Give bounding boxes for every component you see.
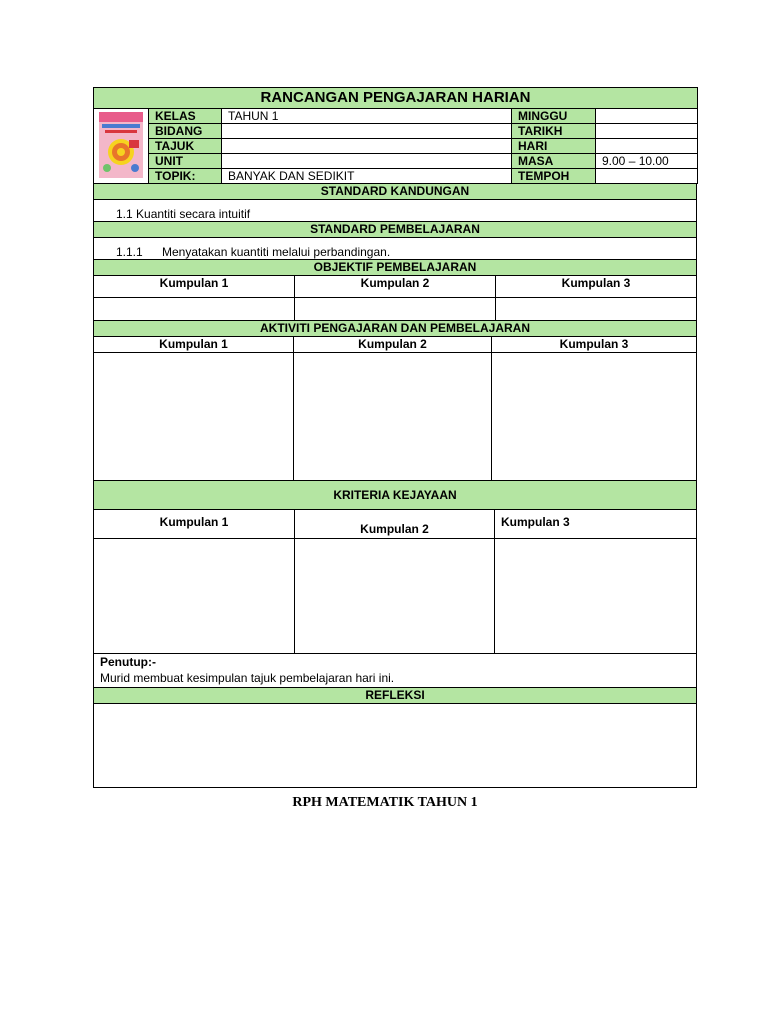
kriteria-group-2: Kumpulan 2 bbox=[295, 510, 495, 539]
kriteria-header: KRITERIA KEJAYAAN bbox=[94, 481, 697, 510]
topik-value: BANYAK DAN SEDIKIT bbox=[222, 169, 512, 184]
tarikh-value bbox=[596, 124, 698, 139]
standards-table bbox=[93, 183, 697, 321]
objektif-group-2: Kumpulan 2 bbox=[295, 276, 496, 298]
unit-label: UNIT bbox=[149, 154, 222, 169]
hari-value bbox=[596, 139, 698, 154]
masa-value: 9.00 – 10.00 bbox=[596, 154, 698, 169]
tempoh-value bbox=[596, 169, 698, 184]
tempoh-label: TEMPOH bbox=[512, 169, 596, 184]
kriteria-table bbox=[93, 480, 697, 654]
rph-sheet bbox=[93, 87, 697, 788]
objektif-group-1: Kumpulan 1 bbox=[94, 276, 295, 298]
aktiviti-group-2: Kumpulan 2 bbox=[294, 337, 492, 353]
aktiviti-cell-3 bbox=[492, 353, 697, 481]
refleksi-cell bbox=[94, 704, 697, 788]
page-footer: RPH MATEMATIK TAHUN 1 bbox=[292, 795, 478, 810]
book-cover-icon bbox=[99, 112, 143, 178]
kriteria-group-1: Kumpulan 1 bbox=[94, 510, 295, 539]
penutup-cell bbox=[94, 654, 697, 688]
objektif-group-3: Kumpulan 3 bbox=[496, 276, 697, 298]
book-cover-image bbox=[94, 109, 149, 184]
objektif-header: OBJEKTIF PEMBELAJARAN bbox=[94, 260, 697, 276]
standard-pembelajaran-code: 1.1.1 bbox=[116, 245, 143, 259]
header-table bbox=[93, 87, 698, 184]
standard-pembelajaran-text: Menyatakan kuantiti melalui perbandingan. bbox=[162, 245, 391, 259]
minggu-label: MINGGU bbox=[512, 109, 596, 124]
kriteria-cell-2 bbox=[295, 539, 495, 654]
standard-pembelajaran-item bbox=[94, 238, 697, 260]
aktiviti-cell-2 bbox=[294, 353, 492, 481]
aktiviti-group-3: Kumpulan 3 bbox=[492, 337, 697, 353]
kriteria-group-3: Kumpulan 3 bbox=[495, 510, 697, 539]
masa-label: MASA bbox=[512, 154, 596, 169]
standard-pembelajaran-header: STANDARD PEMBELAJARAN bbox=[94, 222, 697, 238]
unit-value bbox=[222, 154, 512, 169]
hari-label: HARI bbox=[512, 139, 596, 154]
aktiviti-table bbox=[93, 320, 697, 481]
bidang-value bbox=[222, 124, 512, 139]
kelas-label: KELAS bbox=[149, 109, 222, 124]
aktiviti-group-1: Kumpulan 1 bbox=[94, 337, 294, 353]
penutup-table bbox=[93, 653, 697, 788]
standard-kandungan-header: STANDARD KANDUNGAN bbox=[94, 184, 697, 200]
objektif-cell-2 bbox=[295, 298, 496, 321]
aktiviti-header: AKTIVITI PENGAJARAN DAN PEMBELAJARAN bbox=[94, 321, 697, 337]
topik-label: TOPIK: bbox=[149, 169, 222, 184]
penutup-text: Murid membuat kesimpulan tajuk pembelajaran hari ini. bbox=[100, 671, 395, 685]
kelas-value: TAHUN 1 bbox=[222, 109, 512, 124]
bidang-label: BIDANG bbox=[149, 124, 222, 139]
minggu-value bbox=[596, 109, 698, 124]
tarikh-label: TARIKH bbox=[512, 124, 596, 139]
objektif-cell-1 bbox=[94, 298, 295, 321]
page-title: RANCANGAN PENGAJARAN HARIAN bbox=[94, 88, 698, 109]
kriteria-cell-1 bbox=[94, 539, 295, 654]
tajuk-label: TAJUK bbox=[149, 139, 222, 154]
objektif-cell-3 bbox=[496, 298, 697, 321]
penutup-label: Penutup:- bbox=[100, 655, 156, 669]
kriteria-cell-3 bbox=[495, 539, 697, 654]
aktiviti-cell-1 bbox=[94, 353, 294, 481]
standard-kandungan-text: 1.1 Kuantiti secara intuitif bbox=[94, 200, 697, 222]
refleksi-header: REFLEKSI bbox=[94, 688, 697, 704]
tajuk-value bbox=[222, 139, 512, 154]
